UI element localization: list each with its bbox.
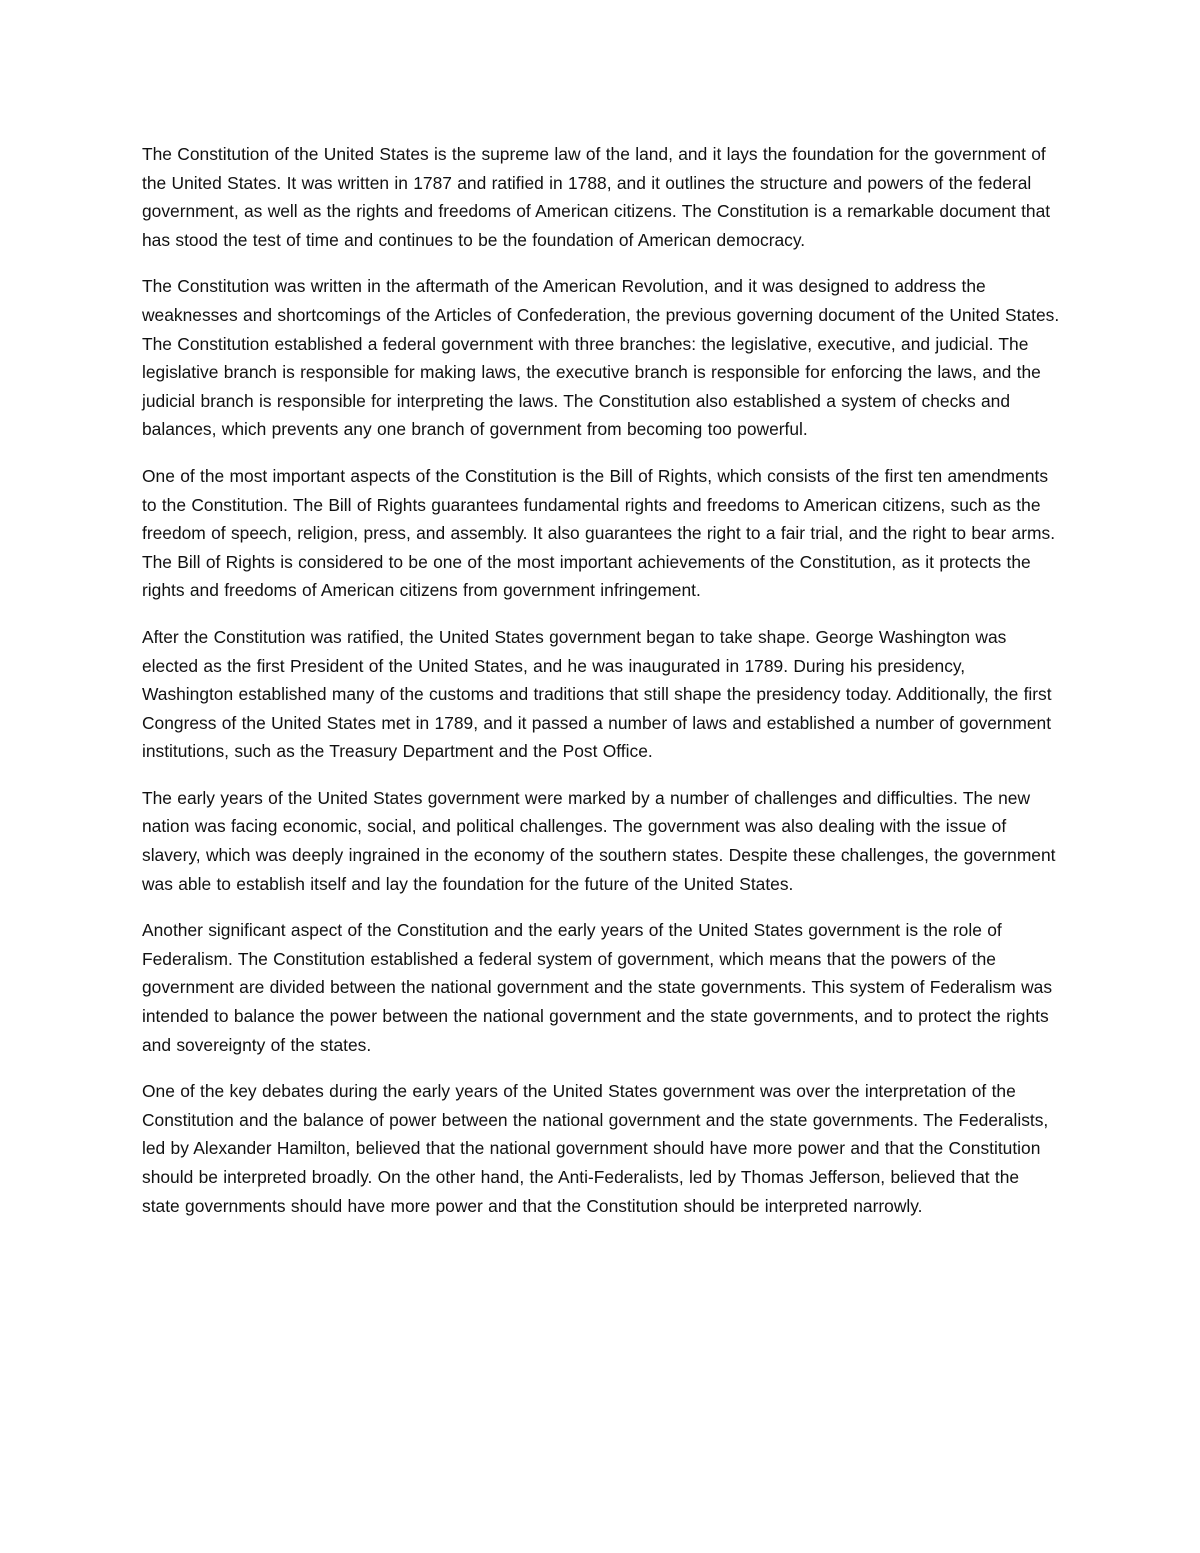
- paragraph-7: One of the key debates during the early years of the United States government was over the interpretation of the Constitution and the balance of power between the national government and the state governments. The Federalists, led by Alexander Hamilton, believed that the national government should have more power and that the Constitution should be interpreted broadly. On the other hand, the Anti-Federalists, led by Thomas Jefferson, believed that the state governments should have more power and that the Constitution should be interpreted narrowly.: [142, 1081, 1049, 1216]
- document-body: [142, 140, 1060, 1238]
- paragraph-4: After the Constitution was ratified, the United States government began to take shape. George Washington was elected as the first President of the United States, and he was inaugurated in 1789. During his presidency, Washington established many of the customs and traditions that still shape the presidency today. Additionally, the first Congress of the United States met in 1789, and it passed a number of laws and established a number of government institutions, such as the Treasury Department and the Post Office.: [142, 626, 1052, 762]
- paragraph-6: Another significant aspect of the Constitution and the early years of the United States government is the role of Federalism. The Constitution established a federal system of government, which means that the powers of the government are divided between the national government and the state governments. This system of Federalism was intended to balance the power between the national government and the state governments, and to protect the rights and sovereignty of the states.: [142, 920, 1053, 1055]
- paragraph-2: The Constitution was written in the aftermath of the American Revolution, and it was designed to address the weaknesses and shortcomings of the Articles of Confederation, the previous governing document of the United States. The Constitution established a federal government with three branches: the legislative, executive, and judicial. The legislative branch is responsible for making laws, the executive branch is responsible for enforcing the laws, and the judicial branch is responsible for interpreting the laws. The Constitution also established a system of checks and balances, which prevents any one branch of government from becoming too powerful.: [142, 276, 1060, 440]
- paragraph-3: One of the most important aspects of the Constitution is the Bill of Rights, which consists of the first ten amendments to the Constitution. The Bill of Rights guarantees fundamental rights and freedoms to American citizens, such as the freedom of speech, religion, press, and assembly. It also guarantees the right to a fair trial, and the right to bear arms. The Bill of Rights is considered to be one of the most important achievements of the Constitution, as it protects the rights and freedoms of American citizens from government infringement.: [142, 465, 1056, 601]
- paragraph-5: The early years of the United States government were marked by a number of challenges and difficulties. The new nation was facing economic, social, and political challenges. The government was also dealing with the issue of slavery, which was deeply ingrained in the economy of the southern states. Despite these challenges, the government was able to establish itself and lay the foundation for the future of the United States.: [142, 787, 1056, 894]
- paragraph-1: The Constitution of the United States is the supreme law of the land, and it lays the foundation for the government of the United States. It was written in 1787 and ratified in 1788, and it outlines the structure and powers of the federal government, as well as the rights and freedoms of American citizens. The Constitution is a remarkable document that has stood the test of time and continues to be the foundation of American democracy.: [142, 144, 1051, 250]
